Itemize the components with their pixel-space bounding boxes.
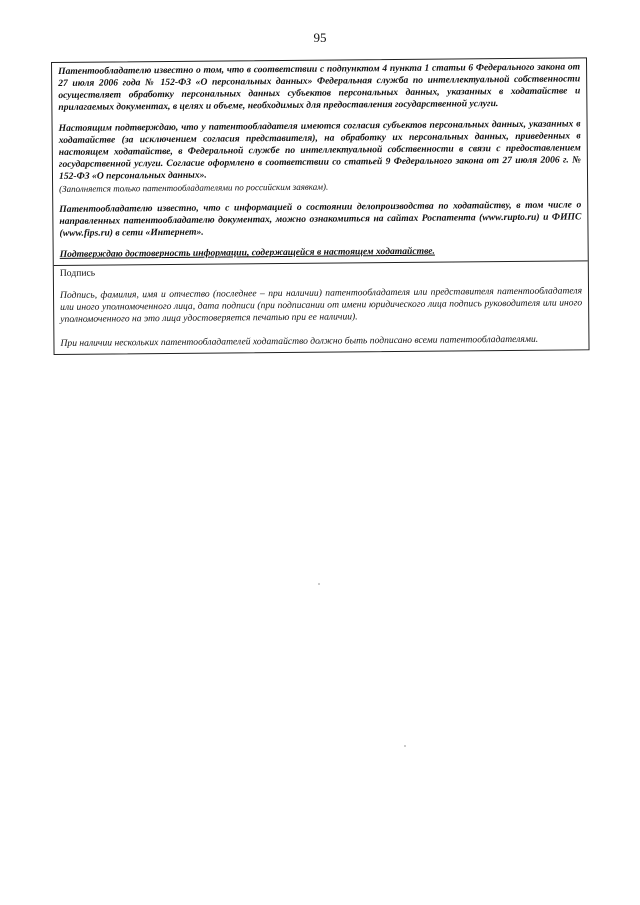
scan-speck bbox=[404, 745, 406, 747]
status-info-text: Патентообладателю известно, что с информацией о состоянии делопроизводства по ходатайству, в том числе о направленных патентообладателю документах, можно ознакомиться на сайтах Роспатента (www.rupto.ru) и ФИПС (www.fips.ru) в сети «Интернет». bbox=[59, 199, 582, 239]
declarations-section bbox=[52, 58, 588, 265]
form-box bbox=[51, 57, 590, 355]
personal-data-processing-text: Патентообладателю известно о том, что в соответствии с подпунктом 4 пункта 1 статьи 6 Федерального закона от 27 июля 2006 года № 152-ФЗ «О персональных данных» Федеральная служба по интеллектуальной собственности осуществляет обработку персональных данных субъектов персональных данных, указанных в ходатайстве и прилагаемых документах, в целях и объеме, необходимых для предоставления государственной услуги. bbox=[58, 61, 581, 113]
signature-field bbox=[54, 260, 589, 354]
signature-note: Подпись, фамилия, имя и отчество (последнее – при наличии) патентообладателя или представителя патентообладателя или иного уполномоченного лица, дата подписи (при подписании от имени юридического лица подпись руководителя или иного уполномоченного на это лица удостоверяется печатью при ее наличии). bbox=[59, 285, 583, 325]
authenticity-confirmation: Подтверждаю достоверность информации, содержащейся в настоящем ходатайстве. bbox=[59, 245, 435, 260]
page-number: 95 bbox=[313, 30, 327, 45]
signature-label: Подпись bbox=[59, 267, 96, 279]
consent-note: (Заполняется только патентообладателями по российским заявкам). bbox=[59, 181, 329, 194]
multiple-holders-note: При наличии нескольких патентообладателей ходатайство должно быть подписано всеми патентообладателями. bbox=[60, 333, 539, 349]
consent-confirmation-text: Настоящим подтверждаю, что у патентообладателя имеются согласия субъектов персональных данных, указанных в ходатайстве (за исключением согласия представителя), на обработку их персональных данных, приведенных в настоящем ходатайстве, в Федеральной службе по интеллектуальной собственности в связи с предоставлением государственной услуги. Согласие оформлено в соответствии со статьей 9 Федерального закона от 27 июля 2006 г. № 152-ФЗ «О персональных данных». bbox=[58, 118, 581, 182]
scan-speck bbox=[318, 583, 320, 585]
